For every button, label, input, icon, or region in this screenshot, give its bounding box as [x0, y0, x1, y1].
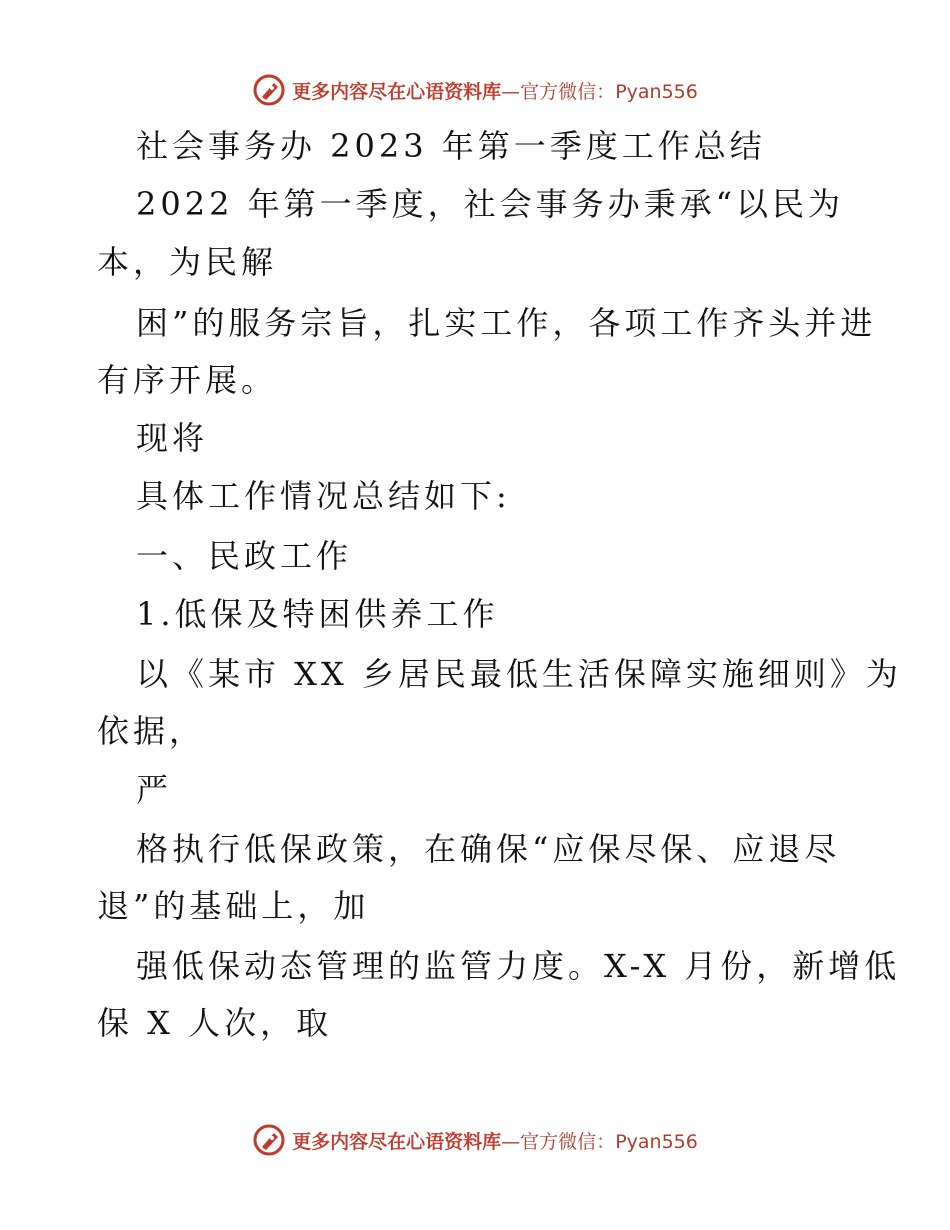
text-line: 本，为民解 — [97, 243, 278, 281]
section-heading: 一、民政工作 — [136, 537, 353, 575]
banner-text — [292, 77, 698, 104]
header-banner — [0, 70, 950, 110]
text-line: 现将 — [136, 419, 209, 457]
text-line: 2022 年第一季度，社会事务办秉承“以民为 — [136, 185, 844, 223]
banner-main-text: 更多内容尽在心语资料库 — [292, 80, 502, 103]
banner-wechat-id: Pyan556 — [615, 80, 698, 103]
footer-banner — [0, 1120, 950, 1160]
banner-sub-text: 官方微信： — [520, 1130, 616, 1153]
banner-wechat-id: Pyan556 — [615, 1130, 698, 1153]
text-line: 格执行低保政策，在确保“应保尽保、应退尽 — [136, 830, 841, 868]
banner-text — [292, 1127, 698, 1154]
pen-nib-circle-icon — [252, 1123, 286, 1157]
text-line: 依据， — [97, 712, 206, 750]
text-line: 严 — [136, 771, 173, 809]
text-line: 困”的服务宗旨，扎实工作，各项工作齐头并进 — [136, 304, 877, 342]
document-title: 社会事务办 2023 年第一季度工作总结 — [136, 127, 766, 165]
text-line: 强低保动态管理的监管力度。X-X 月份，新增低 — [136, 947, 901, 985]
text-line: 具体工作情况总结如下: — [136, 477, 511, 515]
banner-sub-text: 官方微信： — [520, 80, 616, 103]
text-line: 保 X 人次，取 — [97, 1004, 333, 1042]
banner-dash: — — [501, 1130, 521, 1153]
text-line: 以《某市 XX 乡居民最低生活保障实施细则》为 — [136, 655, 902, 693]
banner-dash: — — [501, 80, 521, 103]
text-line: 退”的基础上，加 — [97, 887, 370, 925]
subsection-heading: 1.低保及特困供养工作 — [136, 595, 499, 633]
pen-nib-circle-icon — [252, 73, 286, 107]
text-line: 有序开展。 — [97, 361, 278, 399]
banner-main-text: 更多内容尽在心语资料库 — [292, 1130, 502, 1153]
